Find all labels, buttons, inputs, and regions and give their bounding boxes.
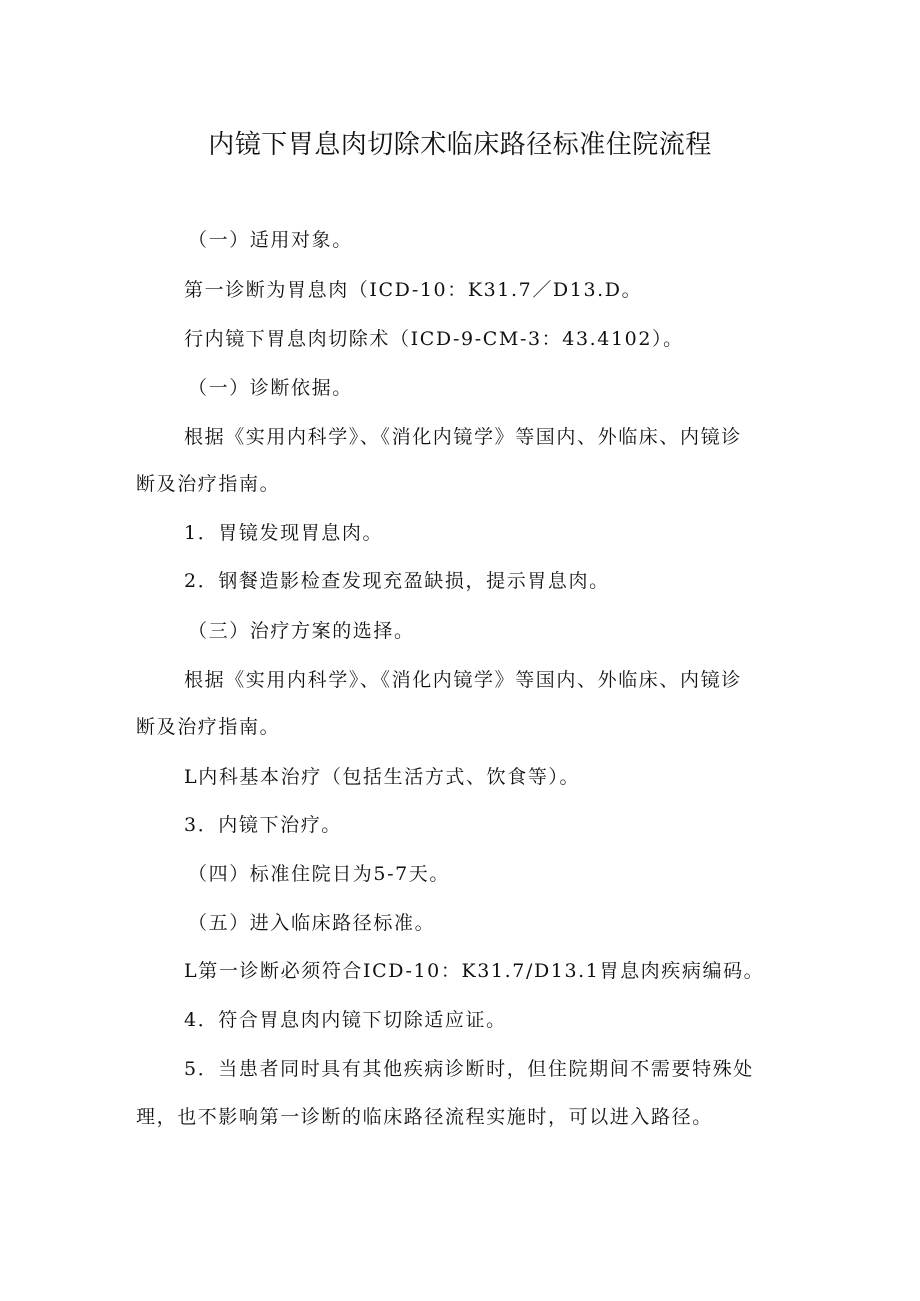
list-item-diagnosis-code: L第一诊断必须符合ICD-10：K31.7/D13.1胃息肉疾病编码。 (184, 960, 765, 982)
list-item-5-cont: 理，也不影响第一诊断的临床路径流程实施时，可以进入路径。 (136, 1106, 713, 1128)
list-item-basic-treatment: L内科基本治疗（包括生活方式、饮食等）。 (184, 766, 581, 788)
paragraph-first-diagnosis: 第一诊断为胃息肉（ICD-10：K31.7／D13.D。 (184, 279, 643, 301)
list-item-2: 2．钢餐造影检查发现充盈缺损，提示胃息肉。 (184, 570, 610, 592)
paragraph-procedure: 行内镜下胃息肉切除术（ICD-9-CM-3：43.4102）。 (184, 328, 684, 350)
list-item-3: 3．内镜下治疗。 (184, 814, 342, 836)
list-item-4: 4．符合胃息肉内镜下切除适应证。 (184, 1009, 507, 1031)
section-heading-diagnosis-basis: （一）诊断依据。 (188, 377, 353, 399)
paragraph-reference-2-cont: 断及治疗指南。 (136, 716, 281, 738)
list-item-5: 5．当患者同时具有其他疾病诊断时，但住院期间不需要特殊处 (184, 1058, 754, 1080)
paragraph-reference-2: 根据《实用内科学》、《消化内镜学》等国内、外临床、内镜诊 (184, 669, 742, 691)
section-heading-hospital-days: （四）标准住院日为5-7天。 (188, 863, 450, 885)
paragraph-reference-1-cont: 断及治疗指南。 (136, 473, 281, 495)
paragraph-reference-1: 根据《实用内科学》、《消化内镜学》等国内、外临床、内镜诊 (184, 426, 742, 448)
section-heading-treatment: （三）治疗方案的选择。 (188, 620, 415, 642)
section-heading-applicable: （一）适用对象。 (188, 229, 353, 251)
document-title: 内镜下胃息肉切除术临床路径标准住院流程 (208, 130, 712, 160)
section-heading-entry-criteria: （五）进入临床路径标准。 (188, 912, 436, 934)
list-item-1: 1．胃镜发现胃息肉。 (184, 522, 384, 544)
